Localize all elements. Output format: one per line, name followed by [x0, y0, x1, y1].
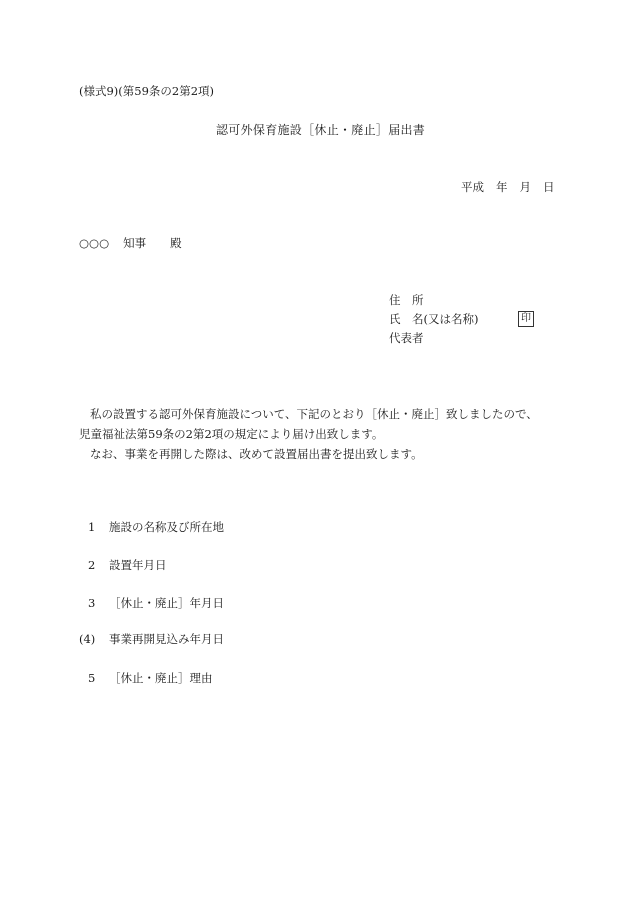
addressee — [79, 236, 196, 250]
body-line-1: 私の設置する認可外保育施設について、下記のとおり［休止・廃止］致しましたので、 — [90, 407, 538, 421]
date-day-label: 日 — [543, 180, 555, 194]
addressee-position: 知事 — [123, 236, 147, 250]
item-text: ［休止・廃止］理由 — [109, 671, 213, 685]
item-number: 2 — [88, 558, 96, 572]
item-number: 3 — [88, 596, 96, 610]
addressee-prefecture: ○○○ — [79, 236, 110, 250]
notification-body — [79, 404, 579, 464]
applicant-address-label: 住 所 — [389, 293, 424, 307]
list-item — [79, 632, 224, 646]
date-year-label: 年 — [496, 180, 508, 194]
item-number: 5 — [88, 671, 96, 685]
item-text: 事業再開見込み年月日 — [109, 632, 224, 646]
applicant-representative-row — [389, 331, 424, 345]
document-title: 認可外保育施設［休止・廃止］届出書 — [216, 123, 426, 137]
addressee-honorific: 殿 — [170, 236, 182, 250]
item-number: (4) — [79, 632, 96, 646]
seal-mark: 印 — [518, 311, 534, 327]
applicant-representative-label: 代表者 — [389, 331, 424, 345]
form-reference: (様式9)(第59条の2第2項) — [79, 84, 215, 98]
item-text: ［休止・廃止］年月日 — [109, 596, 224, 610]
list-item — [79, 596, 224, 610]
body-line-3: なお、事業を再開した際は、改めて設置届出書を提出致します。 — [90, 447, 423, 461]
list-item — [79, 558, 167, 572]
applicant-name-label: 氏 名(又は名称) — [389, 312, 479, 326]
date-month-label: 月 — [519, 180, 531, 194]
list-item — [79, 520, 224, 534]
applicant-address-row — [389, 293, 424, 307]
item-text: 施設の名称及び所在地 — [109, 520, 224, 534]
date-era: 平成 — [461, 180, 484, 194]
item-number: 1 — [88, 520, 96, 534]
list-item — [79, 671, 213, 685]
submission-date — [461, 180, 555, 194]
body-line-2: 児童福祉法第59条の2第2項の規定により届け出致します。 — [79, 427, 384, 441]
applicant-name-row — [389, 312, 478, 326]
item-text: 設置年月日 — [109, 558, 167, 572]
